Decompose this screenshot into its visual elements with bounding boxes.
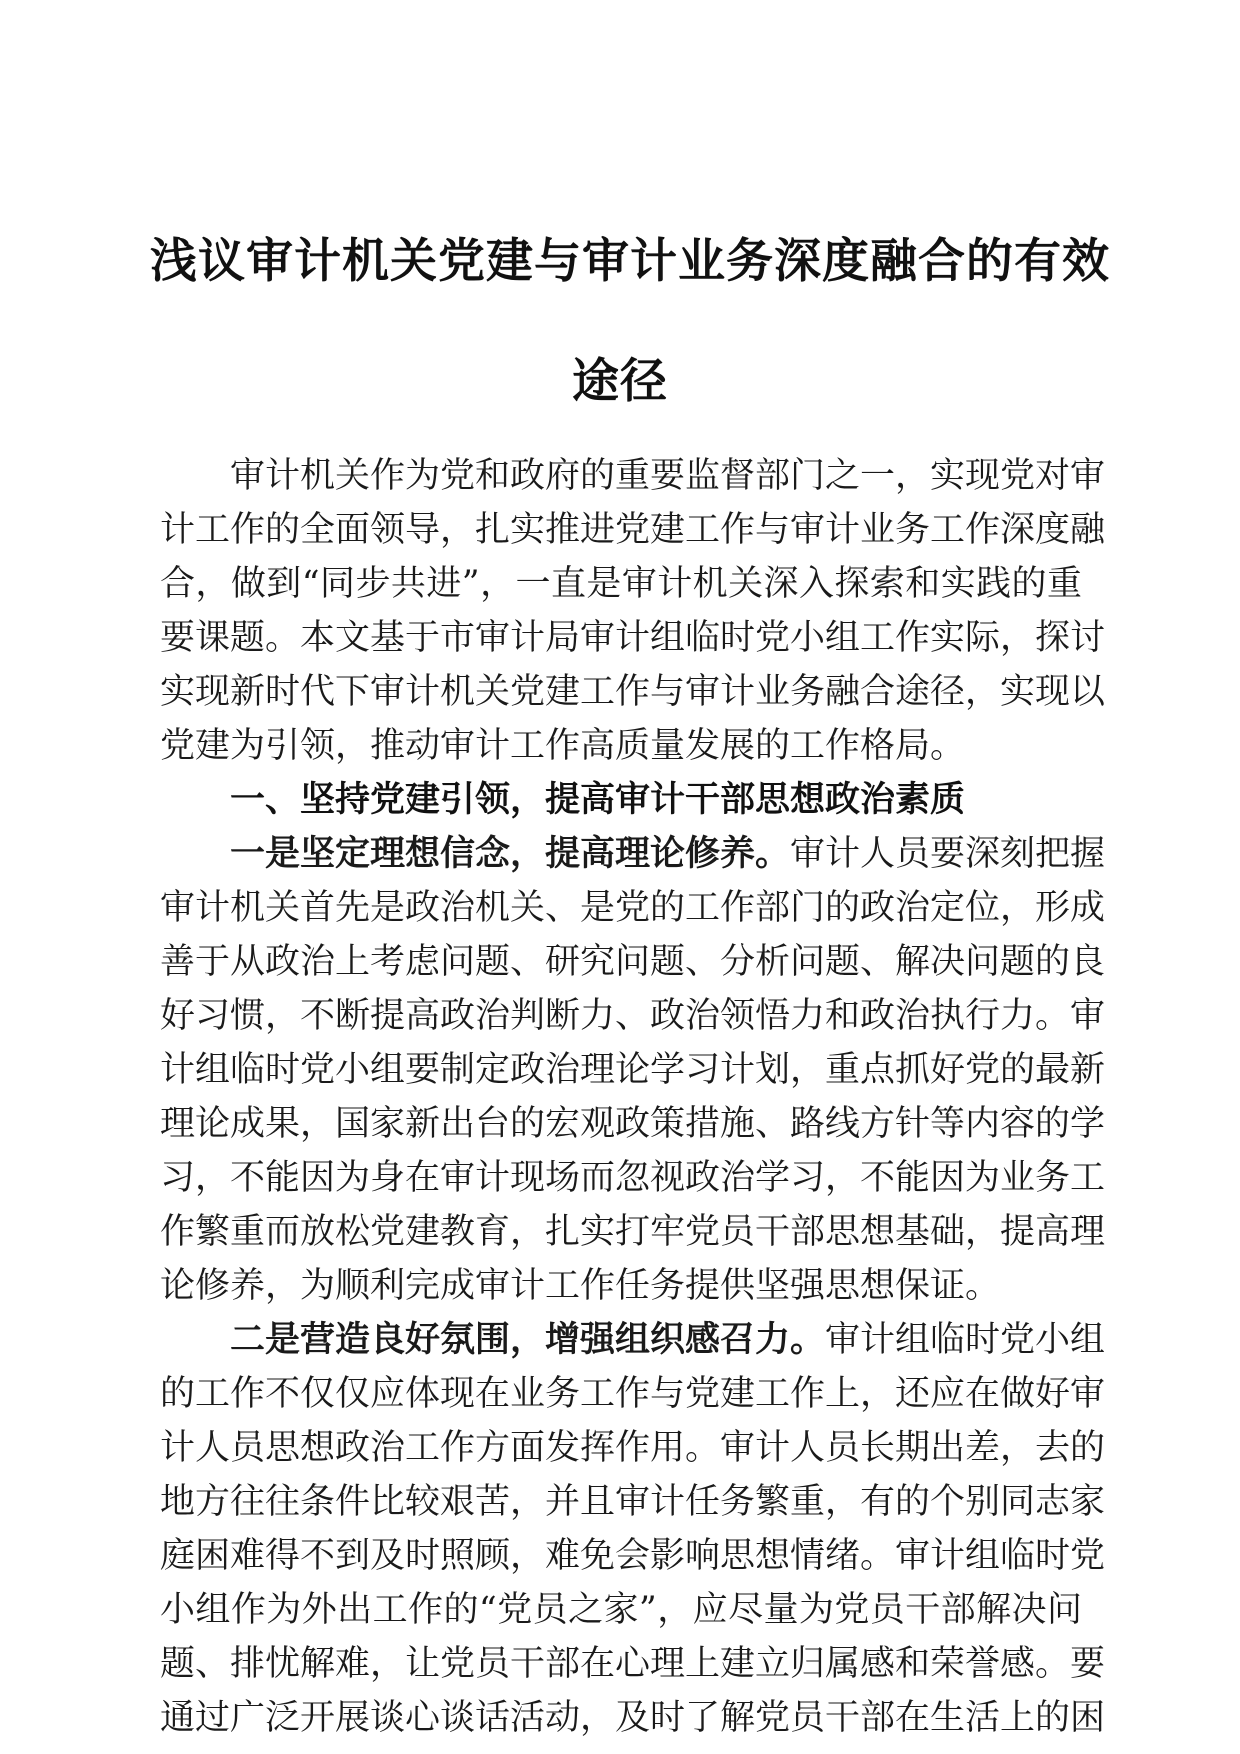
para1-line: 习，不能因为身在审计现场而忽视政治学习，不能因为业务工 <box>160 1158 1106 1198</box>
para1-line: 善于从政治上考虑问题、研究问题、分析问题、解决问题的良 <box>160 942 1106 982</box>
para2-first-rest: 审计组临时党小组 <box>825 1320 1106 1360</box>
para2-line: 庭困难得不到及时照顾，难免会影响思想情绪。审计组临时党 <box>160 1536 1106 1576</box>
para2-line: 的工作不仅仅应体现在业务工作与党建工作上，还应在做好审 <box>160 1374 1106 1414</box>
para2-line: 题、排忧解难，让党员干部在心理上建立归属感和荣誉感。要 <box>160 1644 1106 1684</box>
intro-line: 要课题。本文基于市审计局审计组临时党小组工作实际，探讨 <box>160 618 1106 658</box>
para1-line: 计组临时党小组要制定政治理论学习计划，重点抓好党的最新 <box>160 1050 1106 1090</box>
para1-line: 论修养，为顺利完成审计工作任务提供坚强思想保证。 <box>160 1266 1001 1306</box>
para2-line: 小组作为外出工作的“党员之家”，应尽量为党员干部解决问 <box>160 1590 1082 1630</box>
para1-first-rest: 审计人员要深刻把握 <box>790 834 1106 874</box>
para2-line: 计人员思想政治工作方面发挥作用。审计人员长期出差，去的 <box>160 1428 1106 1468</box>
para2-first-line <box>230 1312 1106 1362</box>
intro-line: 党建为引领，推动审计工作高质量发展的工作格局。 <box>160 726 966 766</box>
intro-line: 实现新时代下审计机关党建工作与审计业务融合途径，实现以 <box>160 672 1106 712</box>
para2-lead: 二是营造良好氛围，增强组织感召力。 <box>230 1319 826 1360</box>
para1-line: 作繁重而放松党建教育，扎实打牢党员干部思想基础，提高理 <box>160 1212 1106 1252</box>
para1-line: 理论成果，国家新出台的宏观政策措施、路线方针等内容的学 <box>160 1104 1106 1144</box>
section-heading: 一、坚持党建引领，提高审计干部思想政治素质 <box>230 779 966 820</box>
para1-lead: 一是坚定理想信念，提高理论修养。 <box>230 833 791 874</box>
document-title-line-2: 途径 <box>572 354 668 409</box>
intro-line: 合，做到“同步共进”，一直是审计机关深入探索和实践的重 <box>160 564 1082 604</box>
intro-line: 计工作的全面领导，扎实推进党建工作与审计业务工作深度融 <box>160 510 1106 550</box>
intro-line: 审计机关作为党和政府的重要监督部门之一，实现党对审 <box>230 456 1106 496</box>
para2-line: 通过广泛开展谈心谈话活动，及时了解党员干部在生活上的困 <box>160 1698 1106 1738</box>
para1-line: 好习惯，不断提高政治判断力、政治领悟力和政治执行力。审 <box>160 996 1106 1036</box>
document-title-line-1: 浅议审计机关党建与审计业务深度融合的有效 <box>150 234 1110 289</box>
para1-line: 审计机关首先是政治机关、是党的工作部门的政治定位，形成 <box>160 888 1106 928</box>
para2-line: 地方往往条件比较艰苦，并且审计任务繁重，有的个别同志家 <box>160 1482 1106 1522</box>
para1-first-line <box>230 826 1106 876</box>
